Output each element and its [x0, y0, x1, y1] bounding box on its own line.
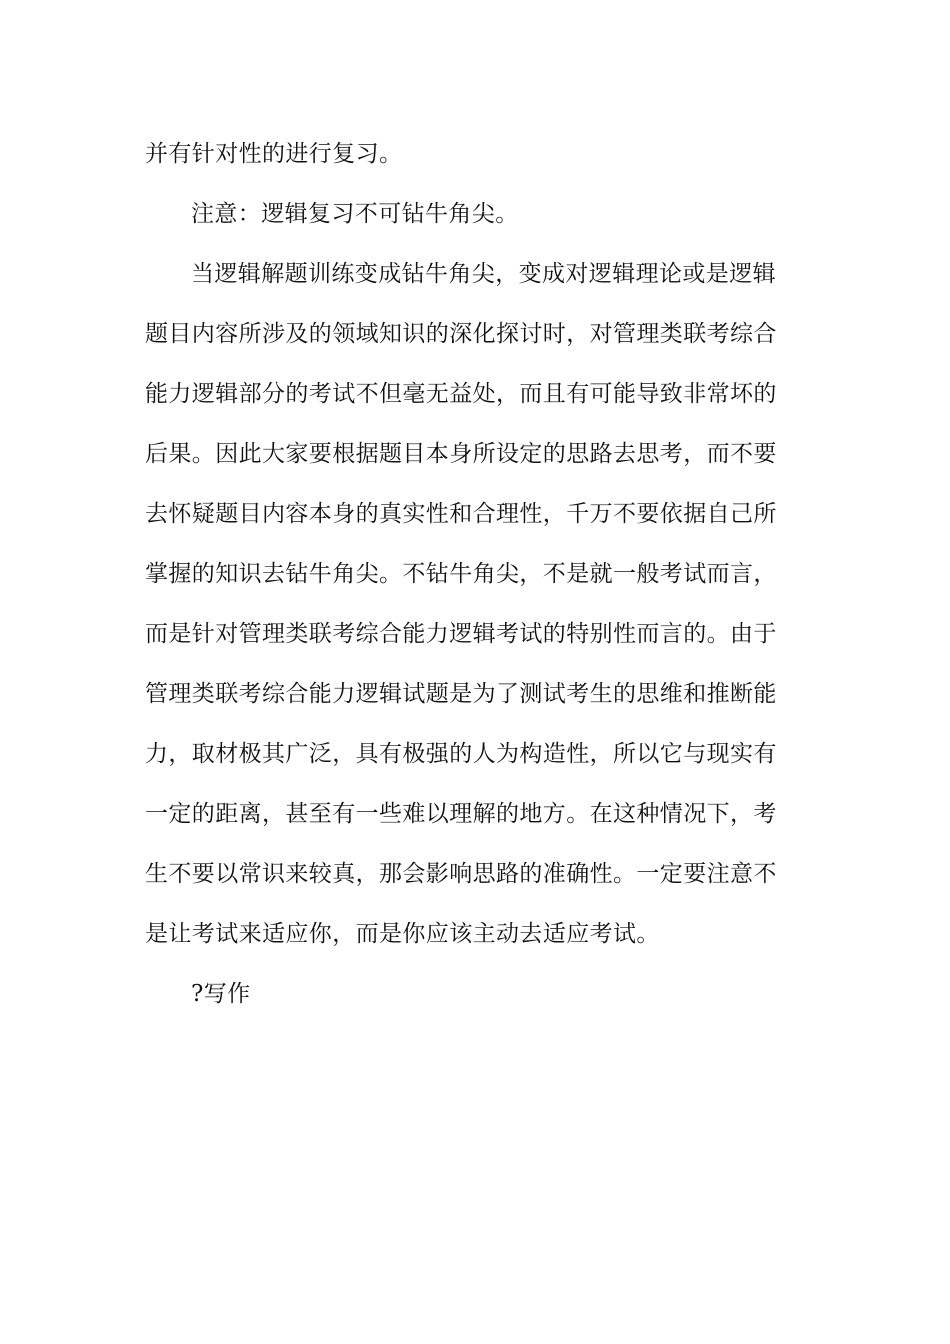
paragraph-line: 管理类联考综合能力逻辑试题是为了测试考生的思维和推断能 [145, 681, 777, 707]
continuation-paragraph [145, 128, 810, 181]
paragraph-line: 是让考试来适应你，而是你应该主动去适应考试。 [145, 921, 660, 947]
paragraph-line: 力，取材极其广泛，具有极强的人为构造性，所以它与现实有 [145, 741, 777, 767]
document-body [145, 128, 810, 1021]
note-paragraph [145, 188, 810, 241]
paragraph-line: 去怀疑题目内容本身的真实性和合理性，千万不要依据自己所 [145, 501, 777, 527]
paragraph-line: 注意：逻辑复习不可钻牛角尖。 [191, 201, 519, 227]
paragraph-line: 能力逻辑部分的考试不但毫无益处，而且有可能导致非常坏的 [145, 381, 777, 407]
body-paragraph [145, 248, 810, 961]
paragraph-line: 掌握的知识去钻牛角尖。不钻牛角尖，不是就一般考试而言， [145, 561, 777, 587]
paragraph-line: 题目内容所涉及的领域知识的深化探讨时，对管理类联考综合 [145, 321, 777, 347]
paragraph-line: 后果。因此大家要根据题目本身所设定的思路去思考，而不要 [145, 441, 777, 467]
section-heading-text: ?写作 [191, 981, 251, 1007]
section-heading [145, 968, 810, 1021]
paragraph-line: 生不要以常识来较真，那会影响思路的准确性。一定要注意不 [145, 861, 777, 887]
paragraph-line: 并有针对性的进行复习。 [145, 141, 403, 167]
paragraph-line: 一定的距离，甚至有一些难以理解的地方。在这种情况下，考 [145, 801, 777, 827]
paragraph-line: 当逻辑解题训练变成钻牛角尖，变成对逻辑理论或是逻辑 [191, 261, 776, 287]
paragraph-line: 而是针对管理类联考综合能力逻辑考试的特别性而言的。由于 [145, 621, 777, 647]
